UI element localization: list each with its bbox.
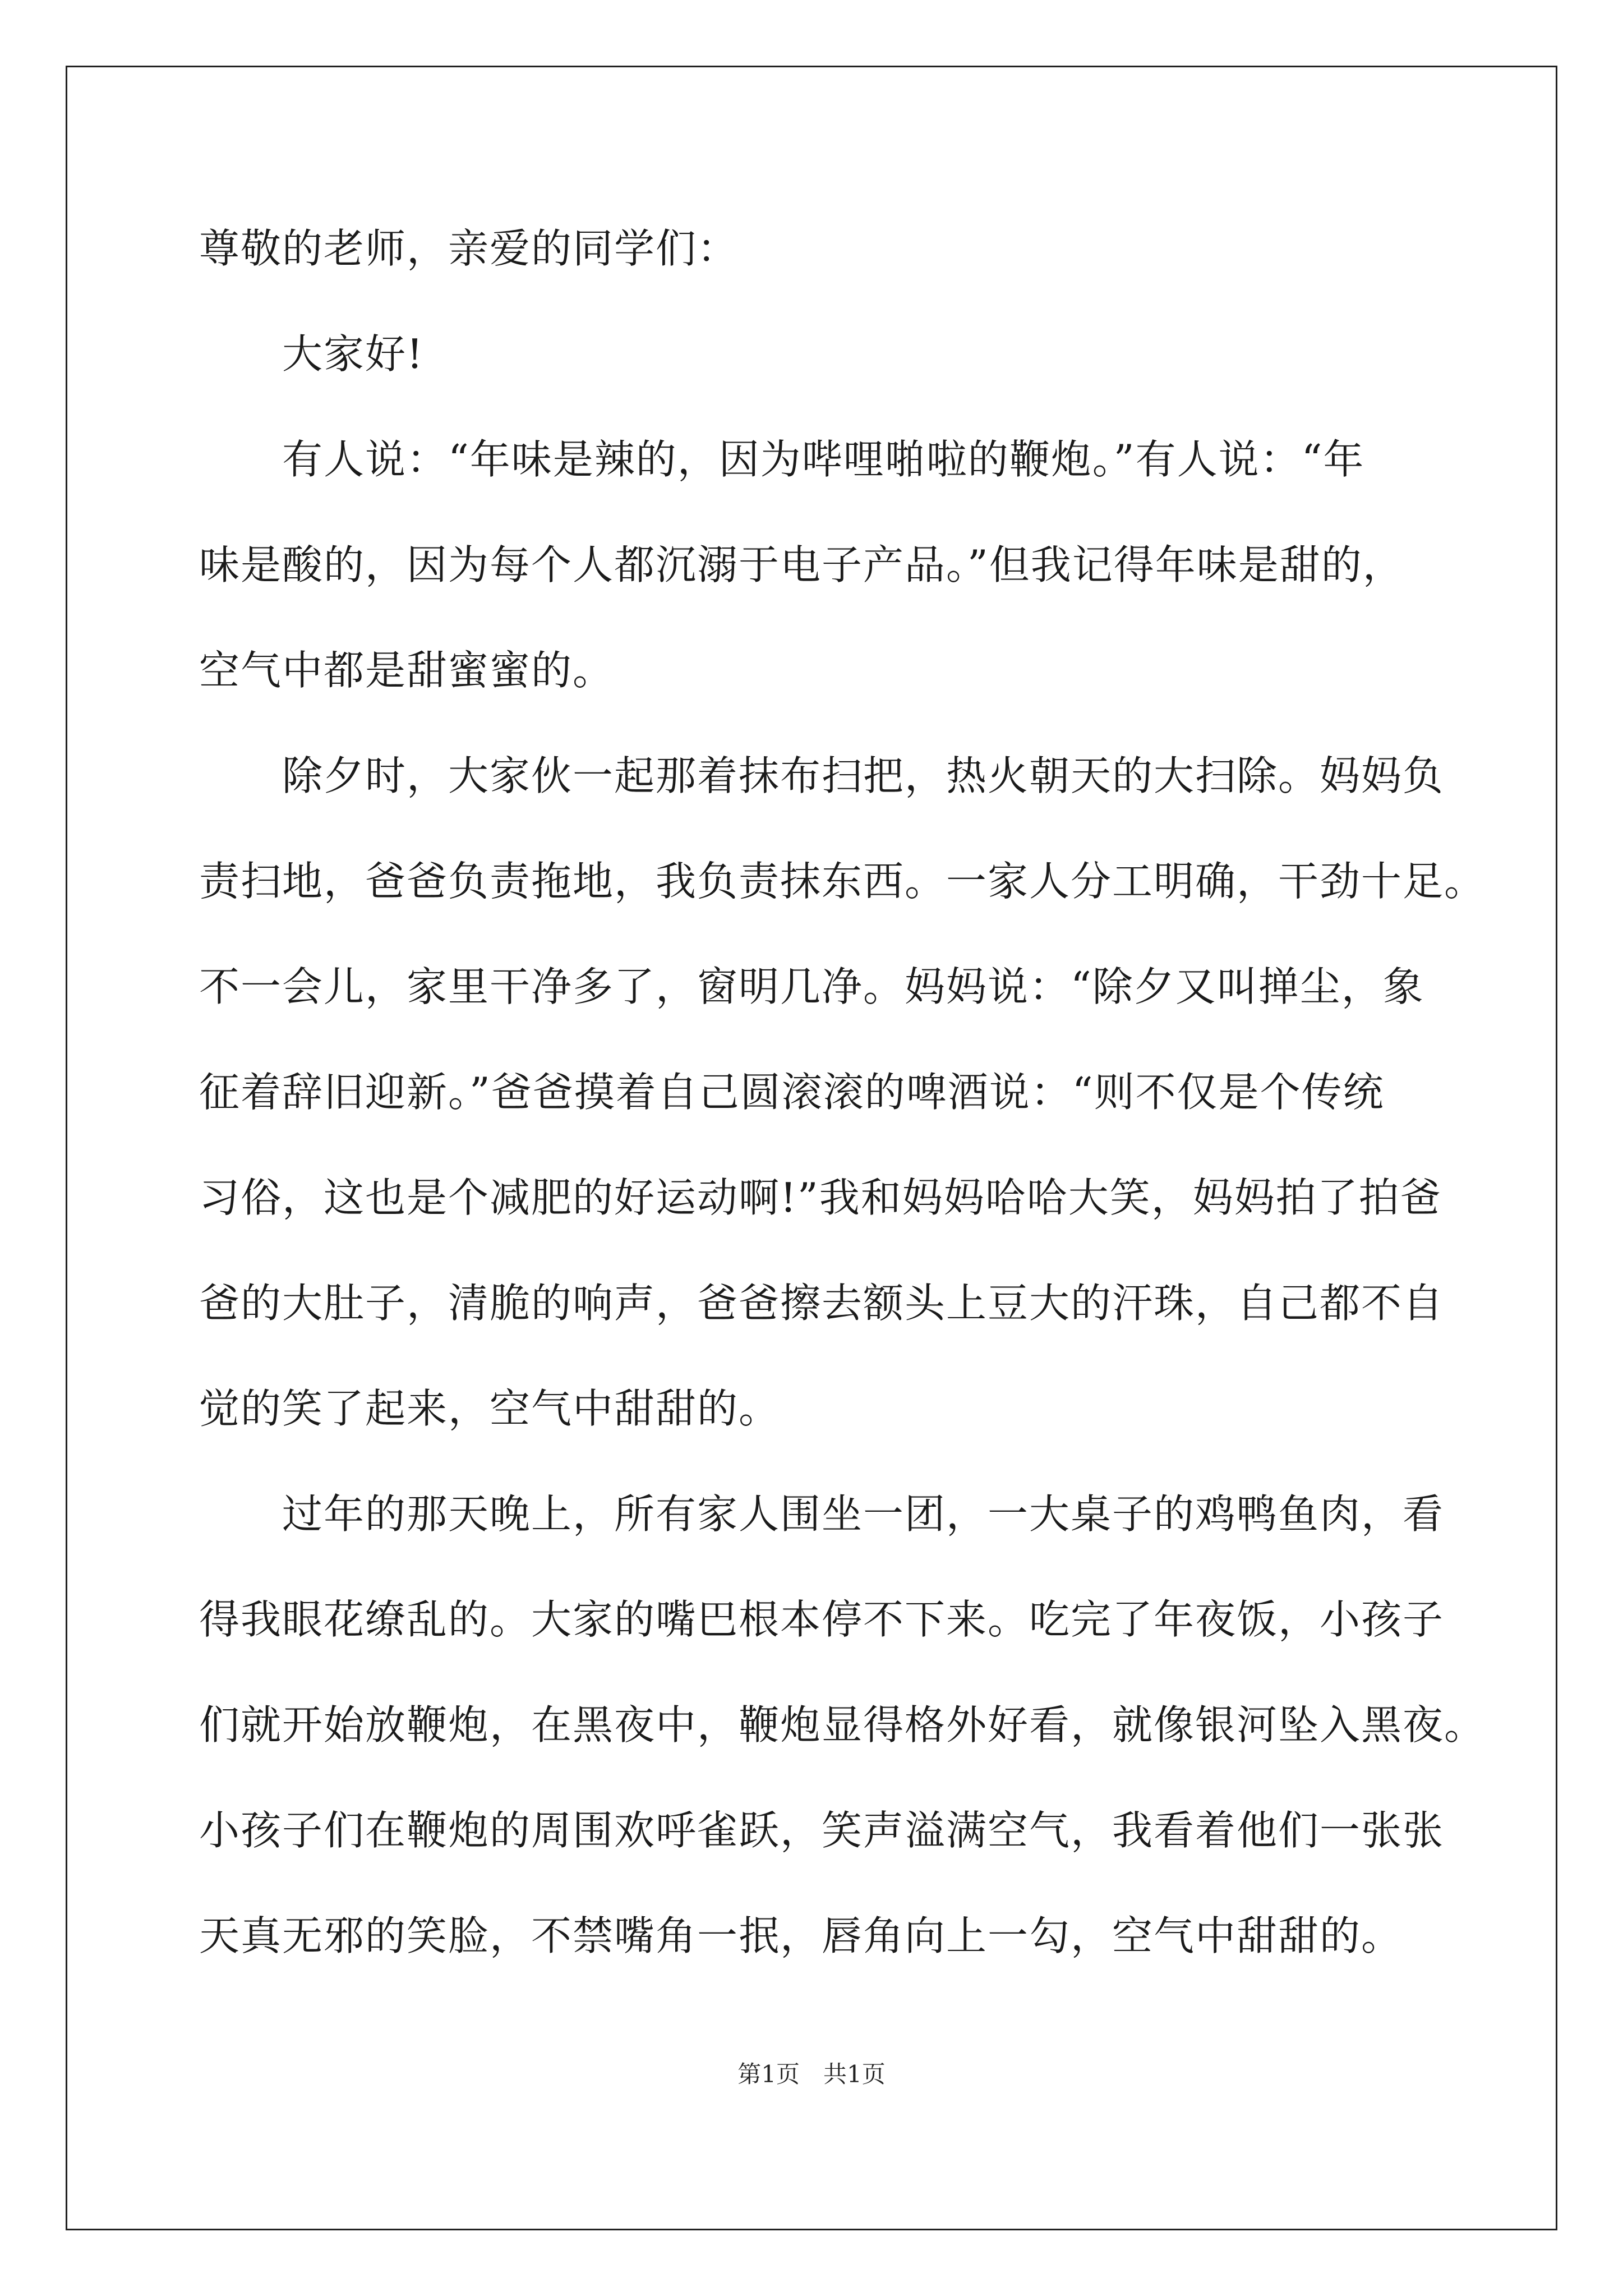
paragraph-2-line-6: 爸的大肚子，清脆的响声，爸爸擦去额头上豆大的汗珠，自己都不自: [199, 1280, 1445, 1327]
paragraph-1-line-3: 空气中都是甜蜜蜜的。: [199, 647, 615, 694]
paragraph-2-line-5: 习俗，这也是个减肥的好运动啊!”我和妈妈哈哈大笑，妈妈拍了拍爸: [199, 1174, 1442, 1221]
paragraph-2-line-2: 责扫地，爸爸负责拖地，我负责抹东西。一家人分工明确，干劲十足。: [199, 858, 1486, 905]
salutation: 尊敬的老师，亲爱的同学们：: [199, 225, 739, 272]
paragraph-3-line-1: 过年的那天晚上，所有家人围坐一团，一大桌子的鸡鸭鱼肉，看: [199, 1490, 1445, 1538]
paragraph-2-line-7: 觉的笑了起来，空气中甜甜的。: [199, 1385, 781, 1432]
paragraph-2-line-4: 征着辞旧迎新。”爸爸摸着自己圆滚滚的啤酒说：“则不仅是个传统: [199, 1069, 1385, 1116]
greeting: 大家好!: [199, 330, 424, 378]
paragraph-3-line-4: 小孩子们在鞭炮的周围欢呼雀跃，笑声溢满空气，我看着他们一张张: [199, 1807, 1445, 1854]
paragraph-2-line-1: 除夕时，大家伙一起那着抹布扫把，热火朝天的大扫除。妈妈负: [199, 752, 1445, 799]
page-border: [66, 66, 1557, 2230]
paragraph-1-line-1: 有人说：“年味是辣的，因为哔哩啪啦的鞭炮。”有人说：“年: [199, 436, 1365, 483]
paragraph-1-line-2: 味是酸的，因为每个人都沉溺于电子产品。”但我记得年味是甜的，: [199, 541, 1404, 588]
paragraph-3-line-2: 得我眼花缭乱的。大家的嘴巴根本停不下来。吃完了年夜饭，小孩子: [199, 1596, 1445, 1643]
paragraph-3-line-3: 们就开始放鞭炮，在黑夜中，鞭炮显得格外好看，就像银河坠入黑夜。: [199, 1701, 1486, 1749]
paragraph-2-line-3: 不一会儿，家里干净多了，窗明几净。妈妈说：“除夕又叫掸尘，象: [199, 963, 1424, 1010]
paragraph-3-line-5: 天真无邪的笑脸，不禁嘴角一抿，唇角向上一勾，空气中甜甜的。: [199, 1912, 1403, 1959]
page-number-footer: 第1页 共1页: [737, 2060, 886, 2088]
